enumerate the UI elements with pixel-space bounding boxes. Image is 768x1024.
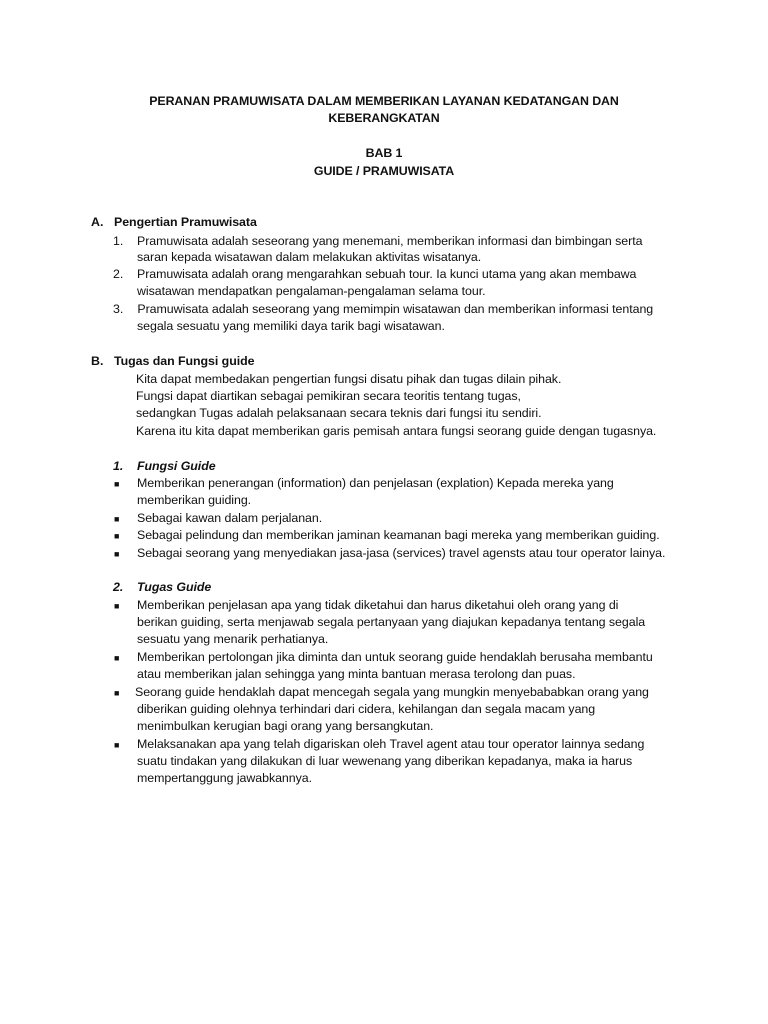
tugas-bullet-3-line-3: menimbulkan kerugian bagi orang yang bersangkutan. bbox=[137, 719, 434, 733]
section-b-intro-line-3: sedangkan Tugas adalah pelaksanaan secara teknis dari fungsi itu sendiri. bbox=[136, 406, 542, 420]
tugas-bullet-4-line-2: suatu tindakan yang dilakukan di luar wewenang yang diberikan kepadanya, maka ia harus bbox=[137, 754, 633, 768]
fungsi-bullet-2-line-1: Sebagai kawan dalam perjalanan. bbox=[137, 511, 323, 525]
item-a1-line-2: saran kepada wisatawan dalam melakukan aktivitas wisatanya. bbox=[137, 250, 482, 264]
chapter-title: GUIDE / PRAMUWISATA bbox=[313, 164, 455, 178]
item-a3-number: 3. bbox=[113, 302, 124, 316]
item-a3-line-2: segala sesuatu yang memiliki daya tarik bagi wisatawan. bbox=[137, 319, 445, 333]
tugas-bullet-4-line-3: mempertanggung jawabkannya. bbox=[137, 771, 312, 785]
tugas-bullet-1-line-2: berikan guiding, serta menjawab segala pertanyaan yang diajukan kepadanya tentang segala bbox=[137, 615, 646, 629]
section-b-marker: B. bbox=[91, 354, 104, 368]
document-title-line-2: KEBERANGKATAN bbox=[328, 111, 440, 125]
tugas-bullet-4-marker: ■ bbox=[114, 740, 120, 750]
tugas-bullet-3-marker: ■ bbox=[114, 688, 120, 698]
tugas-bullet-1-line-1: Memberikan penjelasan apa yang tidak diketahui dan harus diketahui oleh orang yang di bbox=[137, 598, 619, 612]
document-title-line-1: PERANAN PRAMUWISATA DALAM MEMBERIKAN LAYANAN KEDATANGAN DAN bbox=[149, 94, 619, 108]
fungsi-bullet-1-line-1: Memberikan penerangan (information) dan penjelasan (explation) Kepada mereka yang bbox=[137, 476, 614, 490]
section-a-marker: A. bbox=[91, 215, 104, 229]
tugas-bullet-2-line-2: atau memberikan jalan sehingga yang minta bantuan merasa terolong dan puas. bbox=[137, 667, 576, 681]
tugas-bullet-4-line-1: Melaksanakan apa yang telah digariskan oleh Travel agent atau tour operator lainnya sedang bbox=[137, 737, 645, 751]
tugas-bullet-2-marker: ■ bbox=[114, 653, 120, 663]
chapter-number: BAB 1 bbox=[365, 146, 403, 160]
tugas-bullet-3-line-1: Seorang guide hendaklah dapat mencegah segala yang mungkin menyebababkan orang yang bbox=[135, 685, 649, 699]
tugas-bullet-1-line-3: sesuatu yang menarik perhatianya. bbox=[137, 632, 329, 646]
tugas-heading: Tugas Guide bbox=[137, 580, 212, 594]
section-b-intro-line-1: Kita dapat membedakan pengertian fungsi disatu pihak dan tugas dilain pihak. bbox=[136, 372, 562, 386]
item-a2-line-2: wisatawan mendapatkan pengalaman-pengalaman selama tour. bbox=[137, 284, 486, 298]
fungsi-bullet-4-marker: ■ bbox=[114, 549, 120, 559]
item-a1-line-1: Pramuwisata adalah seseorang yang menemani, memberikan informasi dan bimbingan serta bbox=[137, 234, 643, 248]
item-a3-line-1: Pramuwisata adalah seseorang yang memimpin wisatawan dan memberikan informasi tentang bbox=[134, 302, 654, 316]
tugas-bullet-3-line-2: diberikan guiding olehnya terhindari dari cidera, kehilangan dan segala macam yang bbox=[137, 702, 596, 716]
section-b-heading: Tugas dan Fungsi guide bbox=[114, 354, 255, 368]
fungsi-heading: Fungsi Guide bbox=[137, 459, 216, 473]
tugas-bullet-2-line-1: Memberikan pertolongan jika diminta dan untuk seorang guide hendaklah berusaha membantu bbox=[137, 650, 653, 664]
section-a-heading: Pengertian Pramuwisata bbox=[114, 215, 257, 229]
fungsi-bullet-4-line-1: Sebagai seorang yang menyediakan jasa-jasa (services) travel agensts atau tour operator lainya. bbox=[137, 546, 666, 560]
item-a2-line-1: Pramuwisata adalah orang mengarahkan sebuah tour. Ia kunci utama yang akan membawa bbox=[137, 267, 637, 281]
section-b-intro-line-4: Karena itu kita dapat memberikan garis pemisah antara fungsi seorang guide dengan tugasnya. bbox=[136, 424, 657, 438]
fungsi-bullet-3-marker: ■ bbox=[114, 531, 120, 541]
tugas-bullet-1-marker: ■ bbox=[114, 601, 120, 611]
fungsi-bullet-3-line-1: Sebagai pelindung dan memberikan jaminan keamanan bagi mereka yang memberikan guiding. bbox=[137, 528, 660, 542]
fungsi-number: 1. bbox=[113, 459, 124, 473]
item-a2-number: 2. bbox=[113, 267, 124, 281]
fungsi-bullet-1-marker: ■ bbox=[114, 479, 120, 489]
section-b-intro-line-2: Fungsi dapat diartikan sebagai pemikiran secara teoritis tentang tugas, bbox=[136, 389, 521, 403]
fungsi-bullet-2-marker: ■ bbox=[114, 514, 120, 524]
fungsi-bullet-1-line-2: memberikan guiding. bbox=[137, 493, 252, 507]
tugas-number: 2. bbox=[113, 580, 124, 594]
item-a1-number: 1. bbox=[113, 234, 124, 248]
